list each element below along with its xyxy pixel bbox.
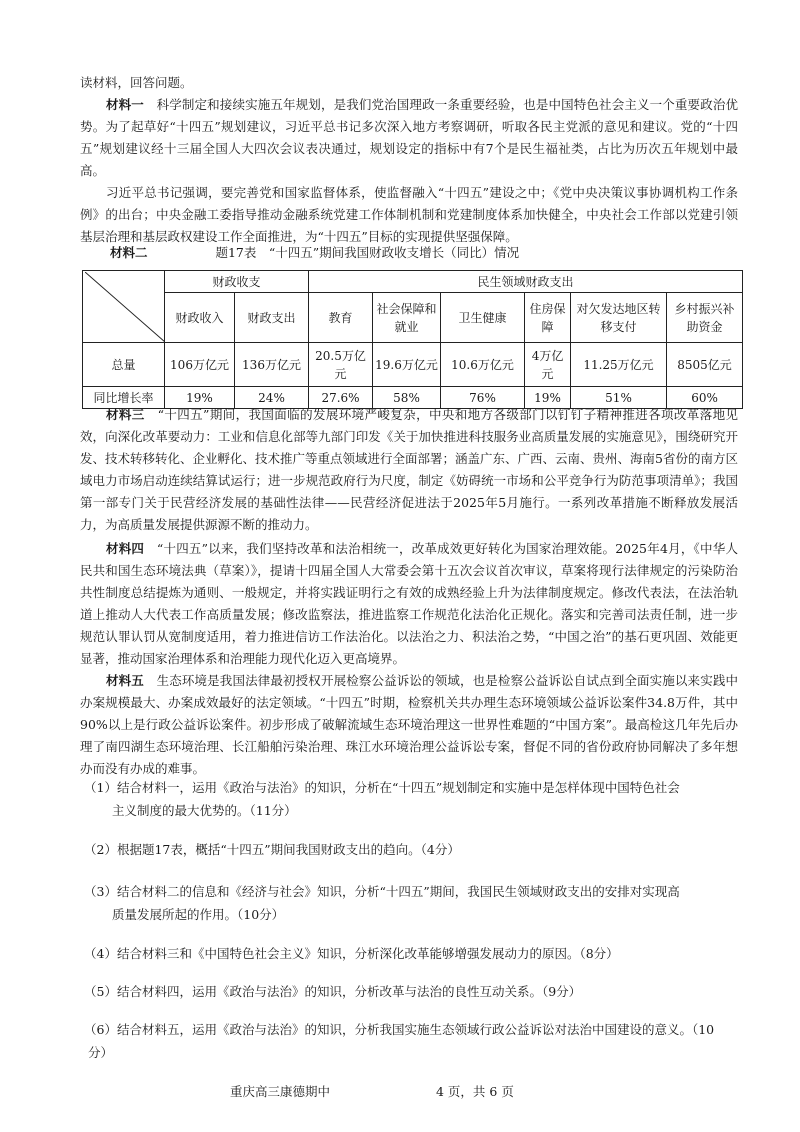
- material-3: [80, 404, 738, 536]
- fiscal-table: [82, 270, 743, 409]
- footer-school: 重庆高三康德期中: [230, 1084, 331, 1099]
- question-6-line-1: （6）结合材料五，运用《政治与法治》的知识，分析我国实施生态领域行政公益诉讼对法治中国建设的意义。（10: [84, 1022, 715, 1037]
- table-cell: 51%: [571, 387, 667, 409]
- question-6-line-2: 分）: [88, 1045, 114, 1060]
- table-cell: 136万亿元: [235, 343, 309, 387]
- table-corner-cell: [83, 271, 165, 343]
- question-2: （2）根据题17表，概括“十四五”期间我国财政支出的趋向。（4分）: [84, 842, 460, 857]
- table-cell: 11.25万亿元: [571, 343, 667, 387]
- table-caption: 题17表 “十四五”期间我国财政收支增长（同比）情况: [215, 245, 520, 260]
- material-3-tag: 材料三: [106, 407, 145, 422]
- table-cell: 4万亿元: [525, 343, 571, 387]
- question-3-line-1: （3）结合材料二的信息和《经济与社会》知识，分析“十四五”期间，我国民生领域财政支出的安排对实现高: [84, 884, 680, 899]
- material-3-p1: “十四五”期间，我国面临的发展环境严峻复杂，中央和地方各级部门以钉钉子精神推进各项改革落地见效，向深化改革要动力：工业和信息化部等九部门印发《关于加快推进科技服务业高质量发展的实施意见》，围绕研究开发、技术转移转化、企业孵化、技术推广等重点领域进行全面部署；涵盖广东、广西、云南、贵州、海南5省份的南方区域电力市场启动连续结算试运行；进一步规范政府行为尺度，制定《妨碍统一市场和公平竞争行为防范事项清单》；我国第一部专门关于民营经济发展的基础性法律——民营经济促进法于2025年5月施行。一系列改革措施不断释放发展活力，为高质量发展提供源源不断的推动力。: [80, 407, 738, 532]
- footer-page-number: 4 页，共 6 页: [436, 1084, 514, 1099]
- row-label-growth: 同比增长率: [83, 387, 165, 409]
- row-label-total: 总量: [83, 343, 165, 387]
- col-header: 住房保障: [525, 293, 571, 343]
- col-header: 对欠发达地区转移支付: [571, 293, 667, 343]
- table-cell: 24%: [235, 387, 309, 409]
- table-cell: 20.5万亿元: [309, 343, 373, 387]
- table-cell: 19%: [165, 387, 235, 409]
- col-header: 教育: [309, 293, 373, 343]
- col-header: 乡村振兴补助资金: [667, 293, 743, 343]
- table-cell: 27.6%: [309, 387, 373, 409]
- question-1-line-1: （1）结合材料一，运用《政治与法治》的知识，分析在“十四五”规划制定和实施中是怎样体现中国特色社会: [84, 780, 680, 795]
- question-5: （5）结合材料四，运用《政治与法治》的知识，分析改革与法治的良性互动关系。（9分）: [84, 984, 582, 999]
- question-1-line-2: 主义制度的最大优势的。（11分）: [112, 803, 297, 818]
- table-cell: 106万亿元: [165, 343, 235, 387]
- question-1: [84, 776, 744, 822]
- table-cell: 60%: [667, 387, 743, 409]
- diagonal-line-icon: [85, 272, 165, 342]
- table-cell: 58%: [373, 387, 441, 409]
- material-1-tag: 材料一: [106, 97, 144, 112]
- material-4-tag: 材料四: [106, 541, 145, 556]
- table-cell: 19.6万亿元: [373, 343, 441, 387]
- material-1: [80, 94, 738, 182]
- question-6: [84, 1018, 744, 1064]
- material-1-p1: 科学制定和接续实施五年规划，是我们党治国理政一条重要经验，也是中国特色社会主义一个重要政治优势。为了起草好“十四五”规划建议，习近平总书记多次深入地方考察调研，听取各民主党派的意见和建议。党的“十四五”规划建议经十三届全国人大四次会议表决通过，规划设定的指标中有7个是民生福祉类，占比为历次五年规划中最高。: [80, 97, 738, 178]
- col-header: 社会保障和就业: [373, 293, 441, 343]
- question-4: （4）结合材料三和《中国特色社会主义》知识，分析深化改革能够增强发展动力的原因。（8分）: [84, 946, 619, 961]
- col-header: 财政收入: [165, 293, 235, 343]
- group-livelihood: 民生领域财政支出: [309, 271, 743, 293]
- material-4-p1: “十四五”以来，我们坚持改革和法治相统一，改革成效更好转化为国家治理效能。2025年4月，《中华人民共和国生态环境法典（草案）》，提请十四届全国人大常委会第十五次会议首次审议，草案将现行法律规定的污染防治共性制度总结提炼为通则、一般规定，并将实践证明行之有效的成熟经验上升为法律制度规定。修改代表法，在法治轨道上推动人大代表工作高质量发展；修改监察法，推进监察工作规范化法治化正规化。落实和完善司法责任制，进一步规范认罪认罚从宽制度适用，着力推进信访工作法治化。以法治之力、积法治之势，“中国之治”的基石更巩固、效能更显著，推动国家治理体系和治理能力现代化迈入更高境界。: [80, 541, 738, 666]
- intro-text: 读材料，回答问题。: [80, 75, 193, 90]
- question-3: [84, 880, 744, 926]
- table-cell: 10.6万亿元: [441, 343, 525, 387]
- table-cell: 19%: [525, 387, 571, 409]
- material-5-tag: 材料五: [106, 673, 144, 688]
- group-fiscal: 财政收支: [165, 271, 309, 293]
- material-1-p2: 习近平总书记强调，要完善党和国家监督体系，使监督融入“十四五”建设之中；《党中央决策议事协调机构工作条例》的出台；中央金融工委指导推动金融系统党建工作体制机制和党建制度体系加快健全，中央社会工作部以党建引领基层治理和基层政权建设工作全面推进，为“十四五”目标的实现提供坚强保障。: [80, 185, 738, 244]
- material-5-p1: 生态环境是我国法律最初授权开展检察公益诉讼的领域，也是检察公益诉讼自试点到全面实施以来实践中办案规模最大、办案成效最好的法定领域。“十四五”时期，检察机关共办理生态环境领域公益诉讼案件34.8万件，其中90%以上是行政公益诉讼案件。初步形成了破解流域生态环境治理这一世界性难题的“中国方案”。最高检这几年先后办理了南四湖生态环境治理、长江船舶污染治理、珠江水环境治理公益诉讼专案，督促不同的省份政府协同解决了多年想办而没有办成的难事。: [80, 673, 738, 776]
- col-header: 财政支出: [235, 293, 309, 343]
- table-cell: 8505亿元: [667, 343, 743, 387]
- table-title: [84, 242, 744, 264]
- material-4: [80, 538, 738, 670]
- table-cell: 76%: [441, 387, 525, 409]
- question-3-line-2: 质量发展所起的作用。（10分）: [112, 907, 285, 922]
- material-5: [80, 670, 738, 780]
- col-header: 卫生健康: [441, 293, 525, 343]
- material-2-tag: 材料二: [110, 245, 148, 260]
